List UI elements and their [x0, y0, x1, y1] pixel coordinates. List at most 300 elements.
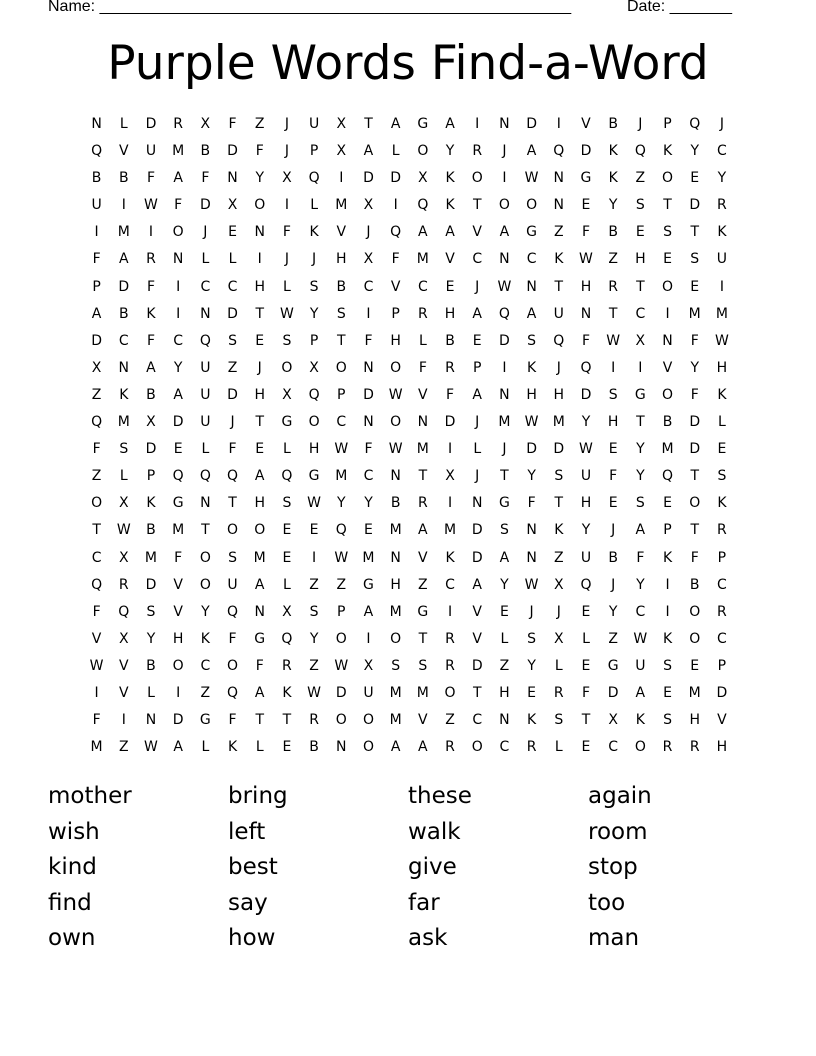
grid-letter: P — [92, 278, 101, 295]
grid-letter: N — [336, 739, 347, 756]
grid-letter: P — [663, 116, 672, 132]
grid-letter: I — [257, 251, 262, 268]
grid-letter: Y — [690, 143, 699, 160]
grid-letter: Y — [500, 576, 509, 593]
grid-letter: I — [121, 197, 126, 214]
grid-letter: A — [91, 305, 102, 322]
word-list-item: wish — [48, 818, 100, 845]
grid-letter: Z — [200, 684, 211, 701]
grid-letter: J — [502, 143, 507, 160]
grid-letter: M — [498, 414, 511, 431]
grid-letter: U — [227, 576, 238, 593]
grid-letter: F — [255, 657, 264, 674]
grid-letter: I — [94, 684, 99, 701]
grid-letter: Y — [364, 495, 373, 512]
grid-letter: K — [445, 197, 455, 214]
grid-letter: S — [554, 712, 564, 729]
grid-letter: Y — [636, 468, 645, 485]
grid-letter: I — [611, 359, 616, 376]
grid-letter: S — [228, 549, 237, 566]
grid-letter: L — [255, 739, 264, 756]
grid-letter: N — [390, 468, 401, 485]
grid-letter: C — [472, 251, 483, 268]
grid-letter: A — [445, 116, 455, 132]
word-list-item: how — [228, 925, 276, 951]
grid-letter: S — [228, 332, 237, 349]
grid-letter: D — [716, 684, 728, 701]
grid-letter: Q — [390, 224, 402, 241]
grid-letter: O — [471, 739, 483, 756]
grid-letter: I — [121, 712, 126, 729]
grid-letter: D — [227, 305, 238, 322]
grid-letter: M — [117, 414, 130, 431]
grid-letter: H — [336, 251, 347, 268]
grid-letter: D — [471, 657, 483, 674]
grid-letter: Z — [553, 549, 564, 566]
grid-letter: V — [717, 712, 727, 729]
grid-letter: L — [201, 251, 210, 268]
grid-letter: Z — [91, 468, 102, 485]
grid-letter: D — [172, 414, 184, 431]
grid-letter: E — [608, 495, 618, 512]
grid-letter: F — [418, 359, 427, 376]
grid-letter: K — [527, 712, 537, 729]
grid-letter: M — [416, 251, 429, 268]
grid-letter: O — [689, 495, 701, 512]
name-field: Name: _____________________________________________________ — [48, 0, 572, 15]
grid-letter: M — [90, 739, 103, 756]
grid-letter: V — [418, 549, 428, 566]
grid-letter: J — [502, 441, 507, 458]
grid-letter: T — [201, 522, 210, 539]
grid-letter: V — [336, 224, 347, 241]
grid-letter: I — [284, 197, 289, 214]
grid-letter: J — [284, 251, 289, 268]
grid-letter: M — [715, 305, 728, 322]
grid-letter: A — [173, 739, 183, 756]
grid-letter: X — [553, 630, 564, 647]
header-line — [48, 0, 748, 20]
word-list-item: these — [408, 783, 472, 809]
grid-letter: A — [472, 305, 482, 322]
grid-letter: W — [497, 278, 512, 295]
grid-letter: F — [201, 170, 210, 187]
grid-letter: L — [391, 143, 400, 160]
grid-letter: U — [580, 549, 592, 566]
grid-letter: V — [173, 603, 183, 620]
grid-letter: Y — [337, 495, 346, 512]
grid-letter: A — [390, 739, 401, 756]
grid-letter: H — [553, 386, 565, 403]
grid-letter: W — [307, 495, 322, 512]
grid-letter: Q — [580, 576, 592, 593]
grid-letter: B — [336, 278, 347, 295]
word-list-item: room — [588, 818, 648, 845]
grid-letter: O — [227, 522, 239, 539]
grid-letter: Q — [91, 143, 103, 160]
grid-letter: M — [117, 224, 130, 241]
word-list-item: kind — [48, 854, 97, 880]
grid-letter: D — [145, 441, 157, 458]
grid-letter: E — [499, 603, 509, 620]
grid-letter: J — [556, 359, 561, 376]
grid-letter: X — [608, 712, 618, 729]
grid-letter: A — [418, 224, 428, 241]
grid-letter: K — [527, 359, 537, 376]
grid-letter: L — [201, 739, 210, 756]
grid-letter: B — [146, 522, 156, 539]
grid-letter: T — [636, 278, 645, 295]
grid-letter: O — [281, 359, 293, 376]
grid-letter: B — [309, 739, 319, 756]
grid-letter: X — [146, 414, 156, 431]
grid-letter: I — [312, 549, 317, 566]
grid-letter: K — [146, 305, 156, 322]
grid-letter: R — [717, 522, 727, 539]
grid-letter: O — [662, 170, 674, 187]
word-list-item: left — [228, 818, 266, 845]
grid-letter: B — [445, 332, 455, 349]
grid-letter: C — [445, 576, 455, 593]
grid-letter: G — [607, 657, 619, 674]
grid-letter: K — [282, 684, 292, 701]
grid-letter: T — [554, 278, 564, 295]
grid-letter: D — [580, 386, 592, 403]
grid-letter: E — [255, 332, 265, 349]
grid-letter: K — [717, 495, 727, 512]
grid-letter: E — [581, 739, 591, 756]
grid-letter: A — [499, 224, 510, 241]
grid-letter: N — [254, 603, 265, 620]
grid-letter: Y — [309, 630, 319, 647]
grid-letter: O — [91, 495, 103, 512]
grid-letter: B — [118, 170, 129, 187]
grid-letter: P — [663, 522, 672, 539]
grid-letter: K — [635, 712, 645, 729]
grid-letter: Y — [717, 170, 727, 187]
grid-letter: N — [553, 170, 565, 187]
word-list-item: too — [588, 889, 626, 916]
grid-letter: O — [172, 224, 184, 241]
grid-letter: D — [607, 684, 619, 701]
grid-letter: S — [717, 468, 727, 485]
grid-letter: Z — [336, 576, 347, 593]
grid-letter: L — [582, 630, 590, 647]
grid-letter: K — [717, 224, 727, 241]
grid-letter: G — [363, 576, 374, 593]
word-list — [48, 779, 768, 957]
grid-letter: X — [336, 143, 347, 160]
grid-letter: N — [499, 386, 510, 403]
grid-letter: Y — [636, 441, 645, 458]
grid-letter: U — [553, 305, 564, 322]
grid-letter: S — [527, 332, 537, 349]
grid-letter: B — [200, 143, 211, 160]
grid-letter: F — [92, 712, 101, 729]
grid-letter: N — [91, 116, 102, 132]
grid-letter: W — [144, 197, 158, 214]
grid-letter: J — [230, 414, 235, 431]
grid-letter: O — [498, 197, 510, 214]
date-field: Date: _______ — [627, 0, 732, 15]
grid-letter: K — [554, 522, 564, 539]
grid-letter: Q — [662, 468, 674, 485]
grid-letter: E — [581, 197, 591, 214]
grid-letter: E — [663, 251, 672, 268]
grid-letter: D — [363, 170, 374, 187]
grid-letter: Q — [199, 332, 211, 349]
grid-letter: Y — [581, 414, 591, 431]
grid-letter: V — [581, 116, 591, 132]
grid-letter: N — [499, 116, 510, 132]
grid-letter: H — [580, 495, 592, 512]
grid-letter: A — [499, 549, 510, 566]
grid-letter: G — [634, 386, 646, 403]
grid-letter: W — [388, 441, 403, 458]
grid-letter: O — [689, 630, 701, 647]
grid-letter: T — [228, 495, 237, 512]
grid-letter: R — [662, 739, 673, 756]
grid-letter: T — [255, 414, 264, 431]
grid-letter: P — [309, 332, 319, 349]
grid-letter: X — [418, 170, 428, 187]
grid-letter: A — [390, 116, 401, 132]
grid-letter: X — [118, 495, 129, 512]
grid-letter: W — [714, 332, 729, 349]
grid-letter: W — [307, 684, 322, 701]
grid-letter: V — [472, 603, 482, 620]
grid-letter: Y — [173, 359, 183, 376]
grid-letter: I — [176, 684, 181, 701]
word-list-item: say — [228, 889, 268, 916]
grid-letter: W — [334, 441, 349, 458]
grid-letter: U — [91, 197, 102, 214]
grid-letter: T — [418, 468, 428, 485]
grid-letter: Y — [690, 359, 699, 376]
grid-letter: R — [608, 278, 619, 295]
grid-letter: N — [145, 712, 157, 729]
grid-letter: O — [662, 278, 674, 295]
grid-letter: H — [172, 630, 184, 647]
grid-letter: F — [174, 197, 183, 214]
grid-letter: U — [145, 143, 157, 160]
grid-letter: F — [228, 712, 237, 729]
grid-letter: I — [475, 116, 480, 132]
grid-letter: F — [228, 441, 237, 458]
grid-letter: U — [580, 468, 592, 485]
grid-letter: E — [173, 441, 183, 458]
grid-letter: W — [524, 414, 539, 431]
grid-letter: F — [146, 170, 155, 187]
grid-letter: D — [335, 684, 347, 701]
grid-letter: F — [146, 332, 155, 349]
grid-letter: G — [172, 495, 184, 512]
grid-letter: P — [472, 359, 482, 376]
grid-letter: M — [144, 549, 158, 566]
grid-letter: A — [254, 576, 265, 593]
grid-letter: A — [418, 522, 428, 539]
grid-letter: T — [554, 495, 564, 512]
grid-letter: N — [200, 495, 211, 512]
grid-letter: A — [173, 386, 183, 403]
grid-letter: D — [526, 116, 537, 132]
grid-letter: X — [309, 359, 319, 376]
grid-letter: M — [389, 522, 402, 539]
grid-letter: X — [118, 549, 129, 566]
grid-letter: I — [665, 576, 670, 593]
grid-letter: B — [608, 224, 618, 241]
grid-letter: D — [471, 522, 483, 539]
grid-letter: R — [445, 359, 455, 376]
grid-letter: C — [717, 576, 727, 593]
grid-letter: J — [556, 603, 561, 620]
grid-letter: T — [663, 197, 672, 214]
grid-letter: S — [282, 332, 292, 349]
grid-letter: J — [284, 143, 289, 160]
grid-letter: L — [500, 630, 509, 647]
grid-letter: R — [118, 576, 129, 593]
grid-letter: Z — [418, 576, 428, 593]
grid-letter: X — [91, 359, 102, 376]
grid-letter: G — [498, 495, 510, 512]
grid-letter: P — [309, 143, 319, 160]
grid-letter: E — [282, 522, 292, 539]
grid-letter: J — [475, 414, 480, 431]
grid-letter: X — [336, 116, 347, 132]
grid-letter: Y — [581, 522, 591, 539]
grid-letter: N — [363, 414, 374, 431]
grid-letter: D — [199, 197, 211, 214]
grid-letter: Z — [91, 386, 102, 403]
grid-letter: H — [308, 441, 320, 458]
grid-letter: L — [119, 468, 128, 485]
grid-letter: W — [116, 522, 131, 539]
grid-letter: V — [472, 630, 482, 647]
grid-letter: Q — [227, 468, 239, 485]
grid-letter: O — [335, 359, 347, 376]
grid-letter: S — [663, 224, 672, 241]
grid-letter: P — [391, 305, 400, 322]
grid-letter: J — [284, 116, 289, 132]
grid-letter: S — [635, 495, 645, 512]
grid-letter: D — [91, 332, 102, 349]
grid-letter: J — [366, 224, 371, 241]
grid-letter: S — [554, 468, 564, 485]
grid-letter: C — [635, 305, 646, 322]
grid-letter: I — [176, 305, 181, 322]
page-title: Purple Words Find-a-Word — [107, 36, 709, 91]
grid-letter: N — [363, 359, 374, 376]
grid-letter: V — [445, 251, 455, 268]
grid-letter: L — [718, 414, 726, 431]
grid-letter: M — [172, 522, 185, 539]
grid-letter: C — [227, 278, 238, 295]
grid-letter: X — [363, 251, 374, 268]
grid-letter: S — [391, 657, 401, 674]
grid-letter: R — [417, 495, 428, 512]
grid-letter: A — [254, 684, 265, 701]
grid-letter: M — [389, 684, 402, 701]
grid-letter: Q — [308, 170, 320, 187]
grid-letter: A — [254, 468, 265, 485]
grid-letter: X — [635, 332, 646, 349]
grid-letter: E — [663, 495, 672, 512]
grid-letter: V — [118, 657, 129, 674]
grid-letter: O — [417, 143, 429, 160]
grid-letter: M — [416, 684, 429, 701]
grid-letter: C — [200, 657, 211, 674]
grid-letter: E — [472, 332, 482, 349]
grid-letter: N — [526, 278, 537, 295]
grid-letter: V — [173, 576, 183, 593]
grid-letter: O — [662, 386, 674, 403]
grid-letter: S — [309, 603, 319, 620]
grid-letter: W — [579, 251, 593, 268]
grid-letter: C — [200, 278, 211, 295]
grid-letter: B — [662, 414, 673, 431]
grid-letter: E — [635, 224, 645, 241]
grid-letter: U — [716, 251, 728, 268]
grid-letter: N — [526, 522, 537, 539]
grid-letter: L — [147, 684, 155, 701]
grid-letter: H — [716, 359, 728, 376]
grid-letter: Q — [335, 522, 347, 539]
grid-letter: Q — [281, 630, 293, 647]
grid-letter: U — [200, 414, 211, 431]
grid-letter: C — [608, 739, 619, 756]
grid-letter: D — [145, 116, 157, 132]
grid-letter: E — [255, 441, 265, 458]
grid-letter: T — [690, 522, 699, 539]
grid-letter: N — [553, 197, 565, 214]
grid-letter: W — [388, 386, 403, 403]
grid-letter: S — [527, 630, 537, 647]
grid-letter: Y — [636, 576, 645, 593]
grid-letter: J — [611, 522, 616, 539]
grid-letter: S — [146, 603, 156, 620]
grid-letter: K — [608, 143, 618, 160]
grid-letter: U — [200, 359, 211, 376]
grid-letter: C — [717, 630, 727, 647]
grid-letter: X — [363, 197, 374, 214]
grid-letter: Q — [118, 603, 130, 620]
grid-letter: Q — [634, 143, 646, 160]
grid-letter: I — [447, 441, 453, 458]
grid-letter: F — [146, 278, 155, 295]
grid-letter: M — [362, 549, 375, 566]
grid-letter: M — [389, 712, 402, 729]
grid-letter: B — [390, 495, 401, 512]
grid-letter: Y — [445, 143, 455, 160]
grid-letter: Q — [91, 576, 103, 593]
grid-letter: D — [499, 332, 510, 349]
grid-letter: B — [146, 386, 156, 403]
grid-letter: T — [418, 630, 428, 647]
grid-letter: H — [499, 684, 510, 701]
grid-letter: D — [145, 576, 157, 593]
grid-letter: Q — [91, 414, 103, 431]
grid-letter: L — [228, 251, 237, 268]
grid-letter: F — [391, 251, 400, 268]
grid-letter: U — [308, 116, 320, 132]
grid-letter: C — [118, 332, 129, 349]
grid-letter: Z — [635, 170, 646, 187]
grid-letter: L — [283, 278, 291, 295]
grid-letter: A — [472, 576, 482, 593]
grid-letter: O — [254, 197, 266, 214]
grid-letter: F — [636, 549, 645, 566]
grid-letter: G — [526, 224, 538, 241]
